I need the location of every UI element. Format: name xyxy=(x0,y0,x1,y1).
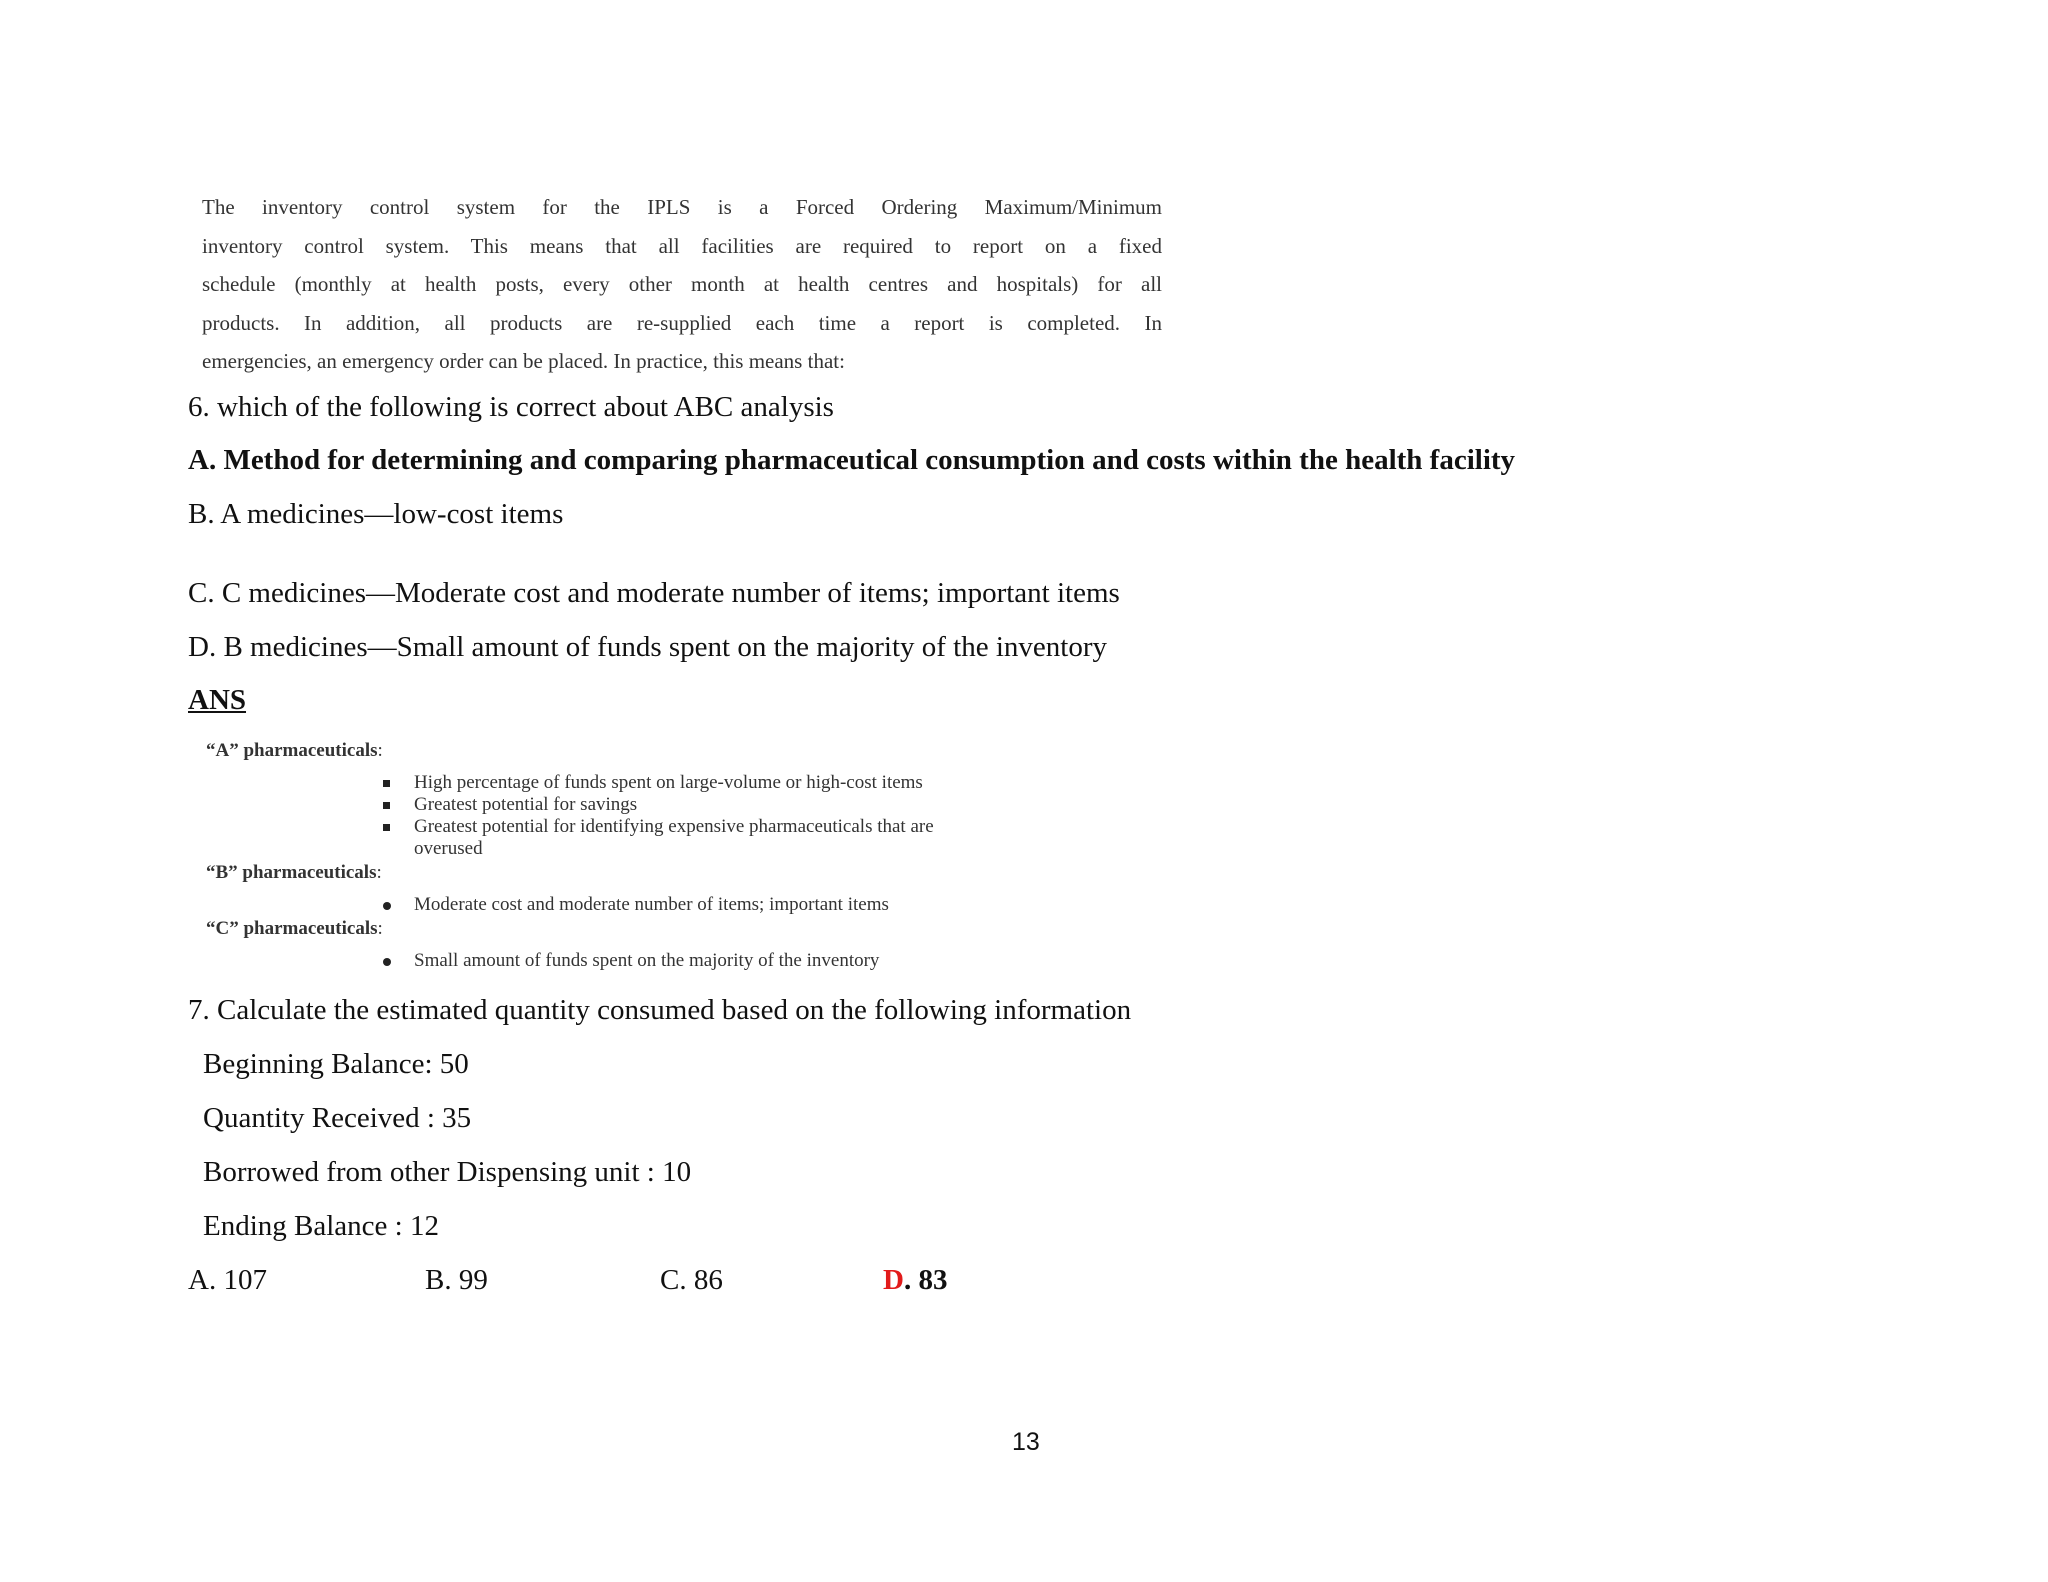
square-bullet-icon xyxy=(383,824,390,831)
question-6-option-c: C. C medicines—Moderate cost and moderate number of items; important items xyxy=(188,577,1120,609)
question-7-option-c: C. 86 xyxy=(660,1264,723,1296)
question-7-option-b: B. 99 xyxy=(425,1264,488,1296)
round-bullet-icon xyxy=(383,958,391,966)
answer-heading: ANS xyxy=(188,684,247,716)
square-bullet-icon xyxy=(383,780,390,787)
question-6: 6. which of the following is correct about ABC analysis xyxy=(188,391,834,423)
question-7: 7. Calculate the estimated quantity consumed based on the following information xyxy=(188,994,1132,1026)
question-6-option-d: D. B medicines—Small amount of funds spent on the majority of the inventory xyxy=(188,631,1107,663)
abc-a-item: Greatest potential for savings xyxy=(380,794,637,816)
abc-a-item-continued: overused xyxy=(414,838,483,859)
info-line: Borrowed from other Dispensing unit : 10 xyxy=(203,1156,692,1188)
correct-answer-letter: D xyxy=(883,1264,904,1296)
excerpt-line: schedule (monthly at health posts, every other month at health centres and hospitals) for all xyxy=(202,272,1162,296)
excerpt-line: products. In addition, all products are re-supplied each time a report is completed. In xyxy=(202,310,1162,335)
info-line: Quantity Received : 35 xyxy=(203,1102,472,1134)
excerpt-line: inventory control system. This means that all facilities are required to report on a fixed xyxy=(202,233,1162,258)
info-line: Ending Balance : 12 xyxy=(203,1210,439,1242)
abc-a-item: Greatest potential for identifying expensive pharmaceuticals that are xyxy=(380,816,934,838)
abc-b-item: Moderate cost and moderate number of items; important items xyxy=(380,894,889,916)
question-7-option-d: D. 83 xyxy=(883,1264,948,1296)
excerpt-line: The inventory control system for the IPLS is a Forced Ordering Maximum/Minimum xyxy=(202,195,1162,219)
question-7-option-a: A. 107 xyxy=(188,1264,267,1296)
question-6-option-b: B. A medicines—low-cost items xyxy=(188,498,564,530)
square-bullet-icon xyxy=(383,802,390,809)
round-bullet-icon xyxy=(383,902,391,910)
page-number: 13 xyxy=(1012,1428,1040,1456)
abc-c-title: “C” pharmaceuticals: xyxy=(206,918,383,939)
inventory-excerpt xyxy=(202,188,1162,381)
abc-a-title: “A” pharmaceuticals: xyxy=(206,740,383,761)
abc-c-item: Small amount of funds spent on the majority of the inventory xyxy=(380,950,879,972)
question-6-option-a: A. Method for determining and comparing pharmaceutical consumption and costs within the health facility xyxy=(188,444,1516,476)
abc-b-title: “B” pharmaceuticals: xyxy=(206,862,382,883)
info-line: Beginning Balance: 50 xyxy=(203,1048,469,1080)
abc-a-item: High percentage of funds spent on large-volume or high-cost items xyxy=(380,772,923,794)
excerpt-line: emergencies, an emergency order can be placed. In practice, this means that: xyxy=(202,349,845,373)
